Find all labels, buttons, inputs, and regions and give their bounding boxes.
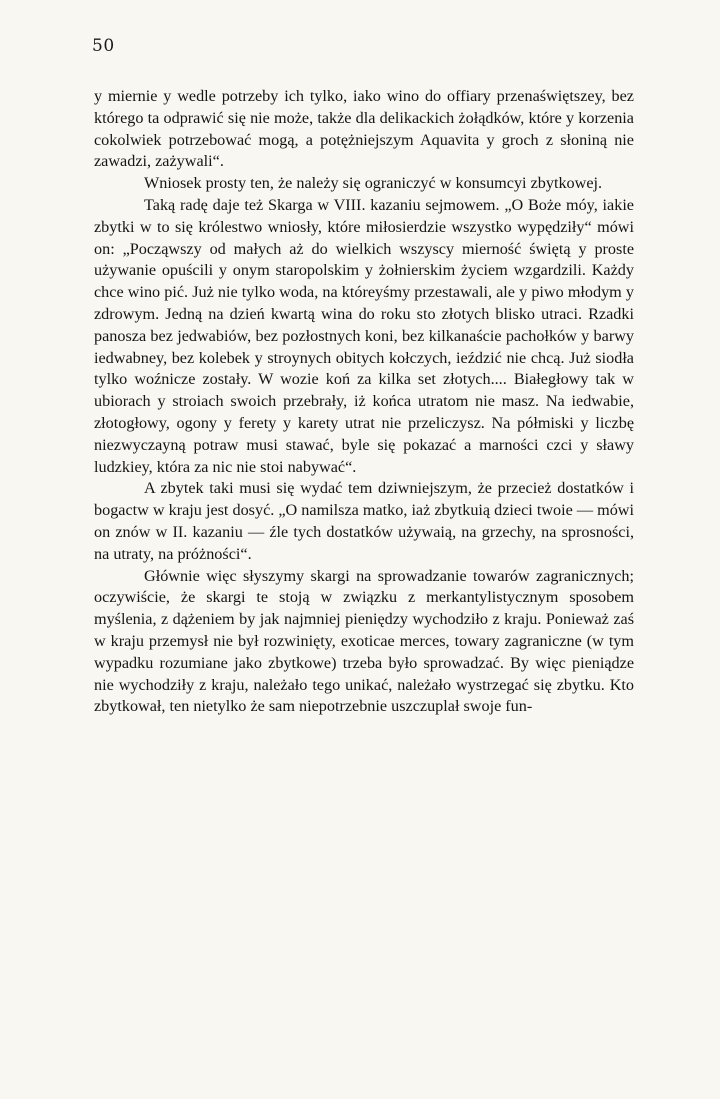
paragraph-1: y miernie y wedle potrzeby ich tylko, iako wino do offiary przenaświętszey, bez którego ta odprawić się nie może, także dla delikackich żołądków, które y korzenia cokolwiek potrzebować mogą, a potężniejszym Aquavita y groch z słoniną nie zawadzi, zażywali“.: [94, 87, 634, 171]
page-number: 50: [92, 36, 115, 56]
paragraph-5: Głównie więc słyszymy skargi na sprowadzanie towarów zagranicznych; oczywiście, że skargi te stoją w związku z merkantylistycznym sposobem myślenia, z dążeniem by jak najmniej pieniędzy wychodziło z kraju. Ponieważ zaś w kraju przemysł nie był rozwinięty, exoticae merces, towary zagraniczne (w tym wypadku rozumiane jako zbytkowe) trzeba było sprowadzać. By więc pieniądze nie wychodziły z kraju, należało tego unikać, należało wystrzegać się zbytku. Kto zbytkował, ten nietylko że sam niepotrzebnie uszczuplał swoje fun-: [94, 566, 634, 716]
paragraph-4: A zbytek taki musi się wydać tem dziwniejszym, że przecież dostatków i bogactw w kraju jest dosyć. „O namilsza matko, iaż zbytkuią dzieci twoie — mówi on znów w II. kazaniu — źle tych dostatków używaią, na grzechy, na sprosności, na utraty, na próżności“.: [94, 479, 634, 563]
paragraph-3: Taką radę daje też Skarga w VIII. kazaniu sejmowem. „O Boże móy, iakie zbytki w to się królestwo wniosły, które miłosierdzie wszystko wypędziły“ mówi on: „Począwszy od małych aż do wielkich wszyscy mierność świętą y proste używanie opuścili y onym staropolskim y żołnierskim życiem wzgardzili. Każdy chce wino pić. Już nie tylko woda, na któreyśmy przestawali, ale y piwo młodym y zdrowym. Jedną na dzień kwartą wina do roku sto złotych blisko utraci. Rzadki panosza bez jedwabiów, bez pozłostnych koni, bez kilkanaście pachołków y barwy iedwabney, bez kolebek y stroynych obitych kołczych, ieździć nie chcą. Już siodła tylko woźnicze zostały. W wozie koń za kilka set złotych.... Białegłowy tak w ubiorach y stroiach swoich przebrały, iż końca utratom nie masz. Na iedwabie, złotogłowy, ogony y ferety y karety utrat nie przeliczysz. Na półmiski y liczbę niezwyczayną potraw musi stawać, byle się pokazać a marności czci y sławy ludzkiey, która za nic nie stoi nabywać“.: [94, 195, 634, 476]
body-text: [94, 86, 634, 718]
paragraph-2: Wniosek prosty ten, że należy się ograniczyć w konsumcyi zbytkowej.: [144, 174, 603, 193]
